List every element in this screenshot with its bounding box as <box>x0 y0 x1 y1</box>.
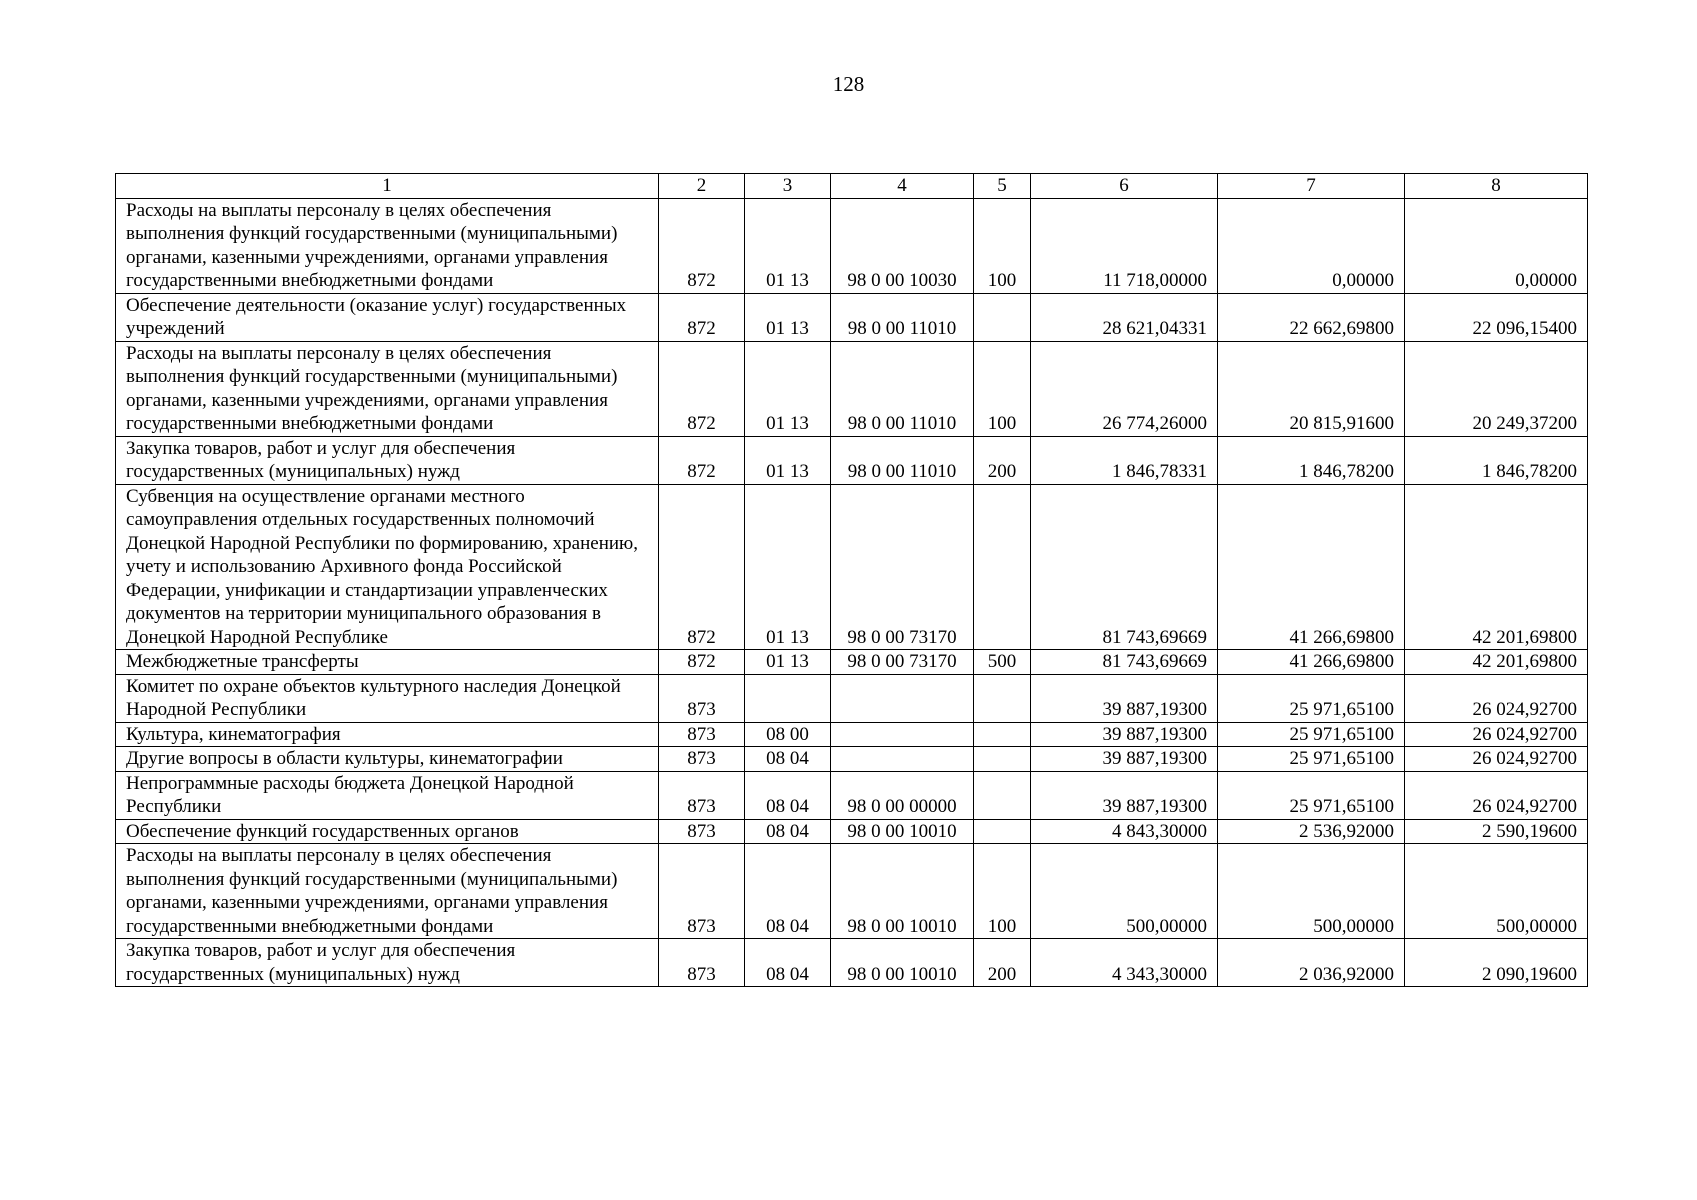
amount-year3-cell: 0,00000 <box>1405 198 1588 293</box>
table-body <box>116 198 1588 987</box>
expense-kind-cell: 100 <box>974 341 1031 436</box>
row-name-cell: Обеспечение деятельности (оказание услуг) государственных учреждений <box>116 293 659 341</box>
ministry-code-cell: 873 <box>659 939 745 987</box>
amount-year1-cell: 500,00000 <box>1031 844 1218 939</box>
header-cell: 3 <box>745 174 831 199</box>
table-row <box>116 198 1588 293</box>
section-code-cell: 01 13 <box>745 198 831 293</box>
target-article-cell <box>831 722 974 747</box>
section-code-cell: 01 13 <box>745 341 831 436</box>
amount-year1-cell: 1 846,78331 <box>1031 436 1218 484</box>
target-article-cell: 98 0 00 11010 <box>831 341 974 436</box>
row-name-cell: Расходы на выплаты персоналу в целях обеспечения выполнения функций государственными (муниципальными) органами, казенными учреждениями, органами управления государственными внебюджетными фондами <box>116 341 659 436</box>
amount-year2-cell: 2 036,92000 <box>1218 939 1405 987</box>
amount-year1-cell: 39 887,19300 <box>1031 771 1218 819</box>
target-article-cell <box>831 747 974 772</box>
target-article-cell: 98 0 00 11010 <box>831 436 974 484</box>
row-name-cell: Расходы на выплаты персоналу в целях обеспечения выполнения функций государственными (муниципальными) органами, казенными учреждениями, органами управления государственными внебюджетными фондами <box>116 844 659 939</box>
amount-year3-cell: 26 024,92700 <box>1405 771 1588 819</box>
amount-year1-cell: 28 621,04331 <box>1031 293 1218 341</box>
expense-kind-cell <box>974 819 1031 844</box>
row-name-cell: Закупка товаров, работ и услуг для обеспечения государственных (муниципальных) нужд <box>116 939 659 987</box>
section-code-cell: 01 13 <box>745 293 831 341</box>
section-code-cell: 01 13 <box>745 484 831 650</box>
section-code-cell: 08 04 <box>745 844 831 939</box>
table-row <box>116 939 1588 987</box>
amount-year2-cell: 2 536,92000 <box>1218 819 1405 844</box>
row-name-cell: Комитет по охране объектов культурного наследия Донецкой Народной Республики <box>116 674 659 722</box>
section-code-cell <box>745 674 831 722</box>
amount-year3-cell: 500,00000 <box>1405 844 1588 939</box>
amount-year1-cell: 81 743,69669 <box>1031 484 1218 650</box>
amount-year3-cell: 20 249,37200 <box>1405 341 1588 436</box>
expense-kind-cell <box>974 771 1031 819</box>
table-row <box>116 674 1588 722</box>
amount-year1-cell: 4 843,30000 <box>1031 819 1218 844</box>
amount-year2-cell: 500,00000 <box>1218 844 1405 939</box>
target-article-cell: 98 0 00 10010 <box>831 939 974 987</box>
header-cell: 4 <box>831 174 974 199</box>
amount-year3-cell: 26 024,92700 <box>1405 674 1588 722</box>
ministry-code-cell: 872 <box>659 341 745 436</box>
expense-kind-cell: 200 <box>974 436 1031 484</box>
row-name-cell: Расходы на выплаты персоналу в целях обеспечения выполнения функций государственными (муниципальными) органами, казенными учреждениями, органами управления государственными внебюджетными фондами <box>116 198 659 293</box>
header-cell: 2 <box>659 174 745 199</box>
table-row <box>116 819 1588 844</box>
amount-year2-cell: 20 815,91600 <box>1218 341 1405 436</box>
amount-year2-cell: 1 846,78200 <box>1218 436 1405 484</box>
target-article-cell: 98 0 00 10010 <box>831 819 974 844</box>
amount-year2-cell: 41 266,69800 <box>1218 484 1405 650</box>
row-name-cell: Субвенция на осуществление органами местного самоуправления отдельных государственных полномочий Донецкой Народной Республики по формированию, хранению, учету и использованию Архивного фонда Российской Федерации, унификации и стандартизации управленческих документов на территории муниципального образования в Донецкой Народной Республике <box>116 484 659 650</box>
target-article-cell: 98 0 00 10030 <box>831 198 974 293</box>
row-name-cell: Другие вопросы в области культуры, кинематографии <box>116 747 659 772</box>
expense-kind-cell <box>974 674 1031 722</box>
amount-year2-cell: 25 971,65100 <box>1218 771 1405 819</box>
amount-year1-cell: 11 718,00000 <box>1031 198 1218 293</box>
amount-year2-cell: 41 266,69800 <box>1218 650 1405 675</box>
row-name-cell: Межбюджетные трансферты <box>116 650 659 675</box>
amount-year2-cell: 25 971,65100 <box>1218 722 1405 747</box>
section-code-cell: 08 04 <box>745 819 831 844</box>
amount-year3-cell: 22 096,15400 <box>1405 293 1588 341</box>
amount-year3-cell: 42 201,69800 <box>1405 484 1588 650</box>
ministry-code-cell: 873 <box>659 747 745 772</box>
amount-year1-cell: 39 887,19300 <box>1031 747 1218 772</box>
header-cell: 7 <box>1218 174 1405 199</box>
ministry-code-cell: 873 <box>659 722 745 747</box>
header-cell: 5 <box>974 174 1031 199</box>
section-code-cell: 08 04 <box>745 939 831 987</box>
section-code-cell: 01 13 <box>745 436 831 484</box>
budget-table <box>115 173 1588 987</box>
page-number: 128 <box>832 72 865 96</box>
row-name-cell: Обеспечение функций государственных органов <box>116 819 659 844</box>
ministry-code-cell: 873 <box>659 674 745 722</box>
row-name-cell: Закупка товаров, работ и услуг для обеспечения государственных (муниципальных) нужд <box>116 436 659 484</box>
amount-year2-cell: 25 971,65100 <box>1218 674 1405 722</box>
expense-kind-cell <box>974 484 1031 650</box>
expense-kind-cell: 200 <box>974 939 1031 987</box>
table-row <box>116 650 1588 675</box>
table-row <box>116 722 1588 747</box>
amount-year3-cell: 2 090,19600 <box>1405 939 1588 987</box>
section-code-cell: 08 04 <box>745 771 831 819</box>
expense-kind-cell: 500 <box>974 650 1031 675</box>
ministry-code-cell: 872 <box>659 198 745 293</box>
section-code-cell: 08 00 <box>745 722 831 747</box>
amount-year1-cell: 81 743,69669 <box>1031 650 1218 675</box>
table-row <box>116 771 1588 819</box>
amount-year1-cell: 26 774,26000 <box>1031 341 1218 436</box>
section-code-cell: 01 13 <box>745 650 831 675</box>
amount-year1-cell: 39 887,19300 <box>1031 674 1218 722</box>
amount-year2-cell: 25 971,65100 <box>1218 747 1405 772</box>
amount-year3-cell: 26 024,92700 <box>1405 747 1588 772</box>
row-name-cell: Непрограммные расходы бюджета Донецкой Народной Республики <box>116 771 659 819</box>
ministry-code-cell: 872 <box>659 293 745 341</box>
amount-year3-cell: 1 846,78200 <box>1405 436 1588 484</box>
amount-year2-cell: 22 662,69800 <box>1218 293 1405 341</box>
target-article-cell: 98 0 00 10010 <box>831 844 974 939</box>
target-article-cell: 98 0 00 11010 <box>831 293 974 341</box>
amount-year2-cell: 0,00000 <box>1218 198 1405 293</box>
ministry-code-cell: 873 <box>659 771 745 819</box>
target-article-cell: 98 0 00 00000 <box>831 771 974 819</box>
expense-kind-cell <box>974 747 1031 772</box>
ministry-code-cell: 872 <box>659 436 745 484</box>
ministry-code-cell: 873 <box>659 844 745 939</box>
table-row <box>116 747 1588 772</box>
table-row <box>116 484 1588 650</box>
table-row <box>116 844 1588 939</box>
amount-year3-cell: 42 201,69800 <box>1405 650 1588 675</box>
section-code-cell: 08 04 <box>745 747 831 772</box>
ministry-code-cell: 872 <box>659 650 745 675</box>
table-row <box>116 436 1588 484</box>
target-article-cell: 98 0 00 73170 <box>831 650 974 675</box>
row-name-cell: Культура, кинематография <box>116 722 659 747</box>
target-article-cell: 98 0 00 73170 <box>831 484 974 650</box>
amount-year3-cell: 26 024,92700 <box>1405 722 1588 747</box>
amount-year1-cell: 39 887,19300 <box>1031 722 1218 747</box>
expense-kind-cell <box>974 722 1031 747</box>
expense-kind-cell: 100 <box>974 844 1031 939</box>
amount-year3-cell: 2 590,19600 <box>1405 819 1588 844</box>
amount-year1-cell: 4 343,30000 <box>1031 939 1218 987</box>
expense-kind-cell: 100 <box>974 198 1031 293</box>
ministry-code-cell: 873 <box>659 819 745 844</box>
header-cell: 8 <box>1405 174 1588 199</box>
table-row <box>116 341 1588 436</box>
ministry-code-cell: 872 <box>659 484 745 650</box>
header-cell: 1 <box>116 174 659 199</box>
expense-kind-cell <box>974 293 1031 341</box>
target-article-cell <box>831 674 974 722</box>
table-row <box>116 293 1588 341</box>
header-row <box>116 174 1588 199</box>
header-cell: 6 <box>1031 174 1218 199</box>
